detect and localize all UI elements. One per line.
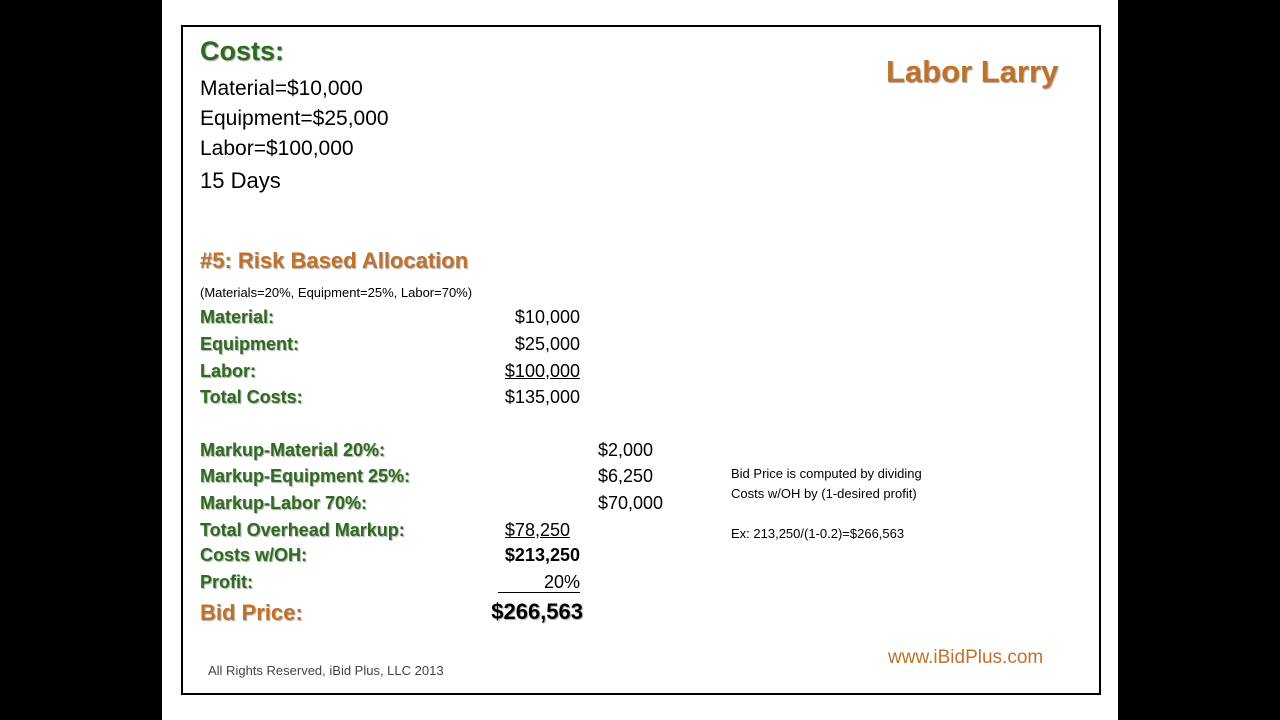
labor-label: Labor: [200,361,256,381]
brand-title: Labor Larry [886,54,1059,89]
section-title: #5: Risk Based Allocation [200,248,469,273]
costs-title: Costs: [200,36,285,66]
note-line-2: Costs w/OH by (1-desired profit) [731,486,917,501]
footer-rights: All Rights Reserved, iBid Plus, LLC 2013 [208,663,444,678]
total-overhead-label: Total Overhead Markup: [200,520,405,540]
markup-labor-label: Markup-Labor 70%: [200,493,368,513]
bid-price-label: Bid Price: [200,600,303,625]
costs-with-oh-label: Costs w/OH: [200,545,308,565]
profit-value: 20% [498,572,580,593]
bid-price-value: $266,563 [491,599,583,624]
profit-label: Profit: [200,572,253,592]
note-line-1: Bid Price is computed by dividing [731,466,922,481]
total-costs-value: $135,000 [504,387,580,407]
cost-line-days: 15 Days [200,168,281,193]
markup-material-label: Markup-Material 20%: [200,440,386,460]
cost-line-labor: Labor=$100,000 [200,137,354,160]
costs-with-oh-value: $213,250 [504,545,580,565]
section-subtitle: (Materials=20%, Equipment=25%, Labor=70%) [200,285,473,300]
footer-website-link[interactable]: www.iBidPlus.com [888,647,1044,668]
markup-labor-value: $70,000 [598,493,664,513]
cost-line-equipment: Equipment=$25,000 [200,107,389,130]
markup-equipment-value: $6,250 [598,466,654,486]
material-label: Material: [200,307,275,327]
markup-equipment-label: Markup-Equipment 25%: [200,466,411,486]
equipment-value: $25,000 [514,334,580,354]
total-overhead-value: $78,250 [504,520,570,540]
equipment-label: Equipment: [200,334,299,354]
cost-line-material: Material=$10,000 [200,77,363,100]
labor-value: $100,000 [504,361,580,381]
material-value: $10,000 [514,307,580,327]
total-costs-label: Total Costs: [200,387,303,407]
note-example: Ex: 213,250/(1-0.2)=$266,563 [731,526,905,541]
markup-material-value: $2,000 [598,440,654,460]
